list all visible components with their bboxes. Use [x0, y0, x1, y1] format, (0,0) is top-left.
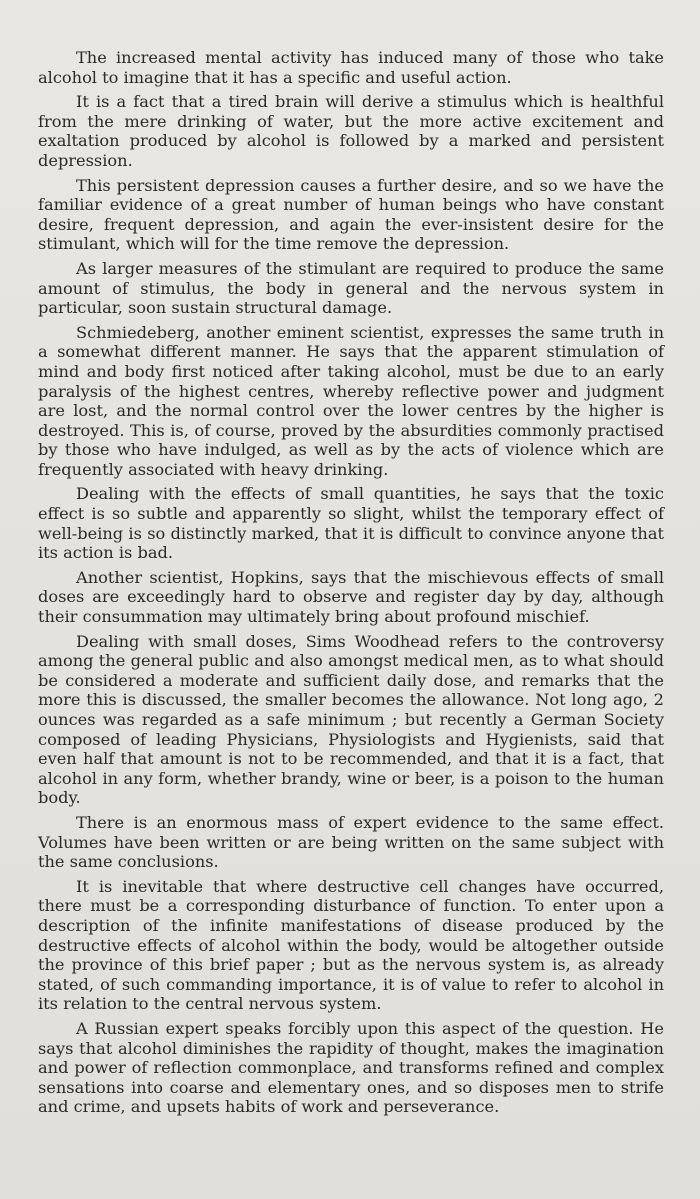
paragraph-8: Dealing with small doses, Sims Woodhead refers to the controversy among the general public and also amongst medical men, as to what should be considered a moderate and sufficient daily dose, and remarks that the more this is discussed, the smaller becomes the allowance. Not long ago, 2 ounces was regarded as a safe minimum ; but recently a German Society composed of leading Physicians, Physiologists and Hygienists, said that even half that amount is not to be recommended, and that it is a fact, that alcohol in any form, whether brandy, wine or beer, is a poison to the human body. [38, 631, 664, 808]
paragraph-5: Schmiedeberg, another eminent scientist, expresses the same truth in a somewhat different manner. He says that the apparent stimulation of mind and body first noticed after taking alcohol, must be due to an early paralysis of the highest centres, whereby reflective power and judgment are lost, and the normal control over the lower centres by the higher is destroyed. This is, of course, proved by the absurdities commonly practised by those who have indulged, as well as by the acts of violence which are frequently associated with heavy drinking. [38, 322, 664, 479]
paragraph-10: It is inevitable that where destructive cell changes have occurred, there must be a corresponding disturbance of function. To enter upon a description of the infinite manifestations of disease produced by the destructive effects of alcohol within the body, would be altogether outside the province of this brief paper ; but as the nervous system is, as already stated, of such commanding importance, it is of value to refer to alcohol in its relation to the central nervous system. [38, 876, 664, 1014]
paragraph-3: This persistent depression causes a further desire, and so we have the familiar evidence of a great number of human beings who have constant desire, frequent depression, and again the ever-insistent desire for the stimulant, which will for the time remove the depression. [38, 175, 664, 254]
body-text [38, 48, 664, 1122]
paragraph-1: The increased mental activity has induced many of those who take alcohol to imagine that it has a specific and useful action. [38, 48, 664, 87]
paragraph-9: There is an enormous mass of expert evidence to the same effect. Volumes have been written or are being written on the same subject with the same conclusions. [38, 812, 664, 872]
paragraph-6: Dealing with the effects of small quantities, he says that the toxic effect is so subtle and apparently so slight, whilst the temporary effect of well-being is so distinctly marked, that it is difficult to convince anyone that its action is bad. [38, 484, 664, 563]
paragraph-4: As larger measures of the stimulant are required to produce the same amount of stimulus, the body in general and the nervous system in particular, soon sustain structural damage. [38, 258, 664, 318]
paragraph-2: It is a fact that a tired brain will derive a stimulus which is healthful from the mere drinking of water, but the more active excitement and exaltation produced by alcohol is followed by a marked and persistent depression. [38, 92, 664, 170]
paragraph-11: A Russian expert speaks forcibly upon this aspect of the question. He says that alcohol diminishes the rapidity of thought, makes the imagination and power of reflection commonplace, and transforms refined and complex sensations into coarse and elementary ones, and so disposes men to strife and crime, and upsets habits of work and perseverance. [38, 1018, 664, 1117]
paragraph-7: Another scientist, Hopkins, says that the mischievous effects of small doses are exceedingly hard to observe and register day by day, although their consummation may ultimately bring about profound mischief. [38, 567, 664, 627]
